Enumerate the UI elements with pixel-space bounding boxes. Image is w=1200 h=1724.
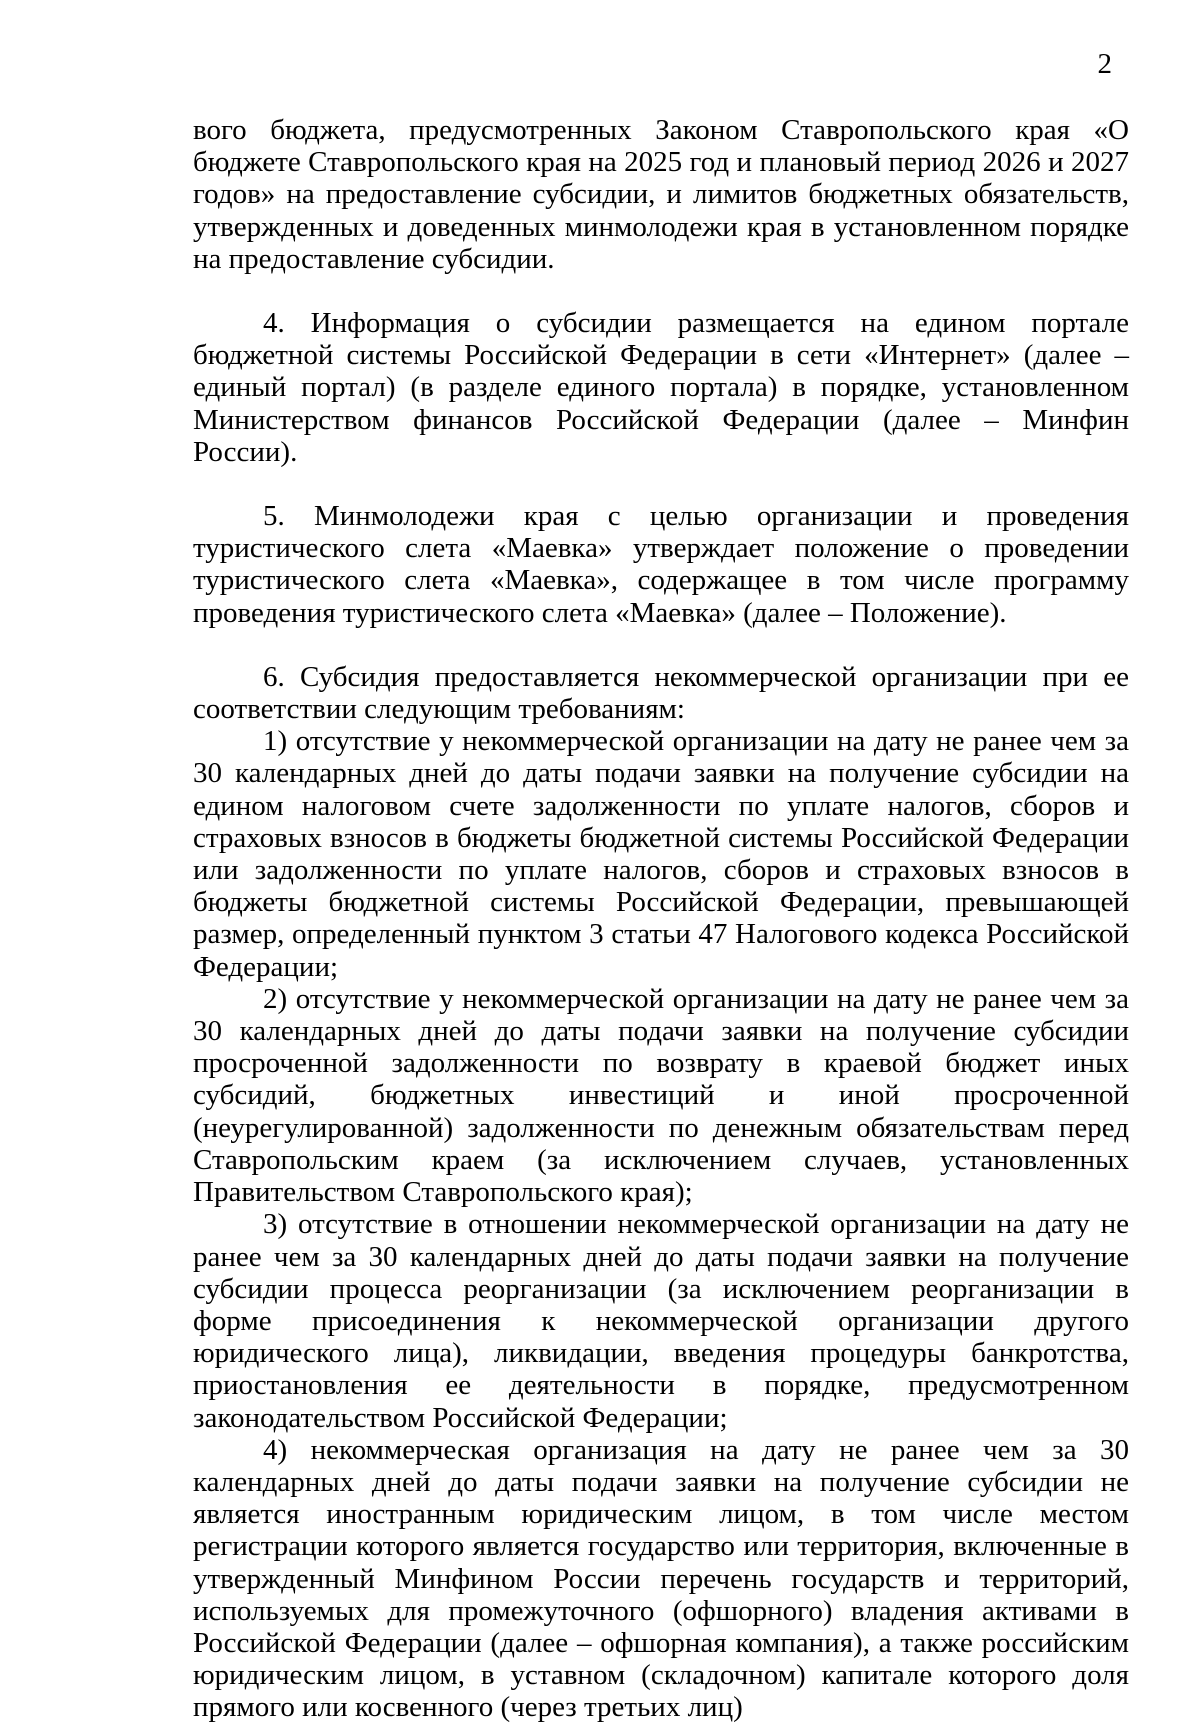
paragraph-continuation: вого бюджета, предусмотренных Законом Ставропольского края «О бюджете Ставропольского края на 2025 год и плановый период 2026 и 2027 годов» на предоставление субсидии, и лимитов бюджетных обязательств, утвержденных и доведенных минмолодежи края в установленном порядке на предоставление субсидии. [193,114,1129,275]
page-number: 2 [1097,48,1112,80]
requirement-item-3: 3) отсутствие в отношении некоммерческой организации на дату не ранее чем за 30 календарных дней до даты подачи заявки на получение субсидии процесса реорганизации (за исключением реорганизации в форме присоединения к некоммерческой организации другого юридического лица), ликвидации, введения процедуры банкротства, приостановления ее деятельности в порядке, предусмотренном законодательством Российской Федерации; [193,1208,1129,1434]
paragraph-5-regulation: 5. Минмолодежи края с целью организации и проведения туристического слета «Маевка» утверждает положение о проведении туристического слета «Маевка», содержащее в том числе программу проведения туристического слета «Маевка» (далее – Положение). [193,500,1129,629]
paragraph-6-requirements: 6. Субсидия предоставляется некоммерческой организации при ее соответствии следующим требованиям: [193,660,1129,726]
requirement-item-1: 1) отсутствие у некоммерческой организации на дату не ранее чем за 30 календарных дней до даты подачи заявки на получение субсидии на едином налоговом счете задолженности по уплате налогов, сборов и страховых взносов в бюджеты бюджетной системы Российской Федерации или задолженности по уплате налогов, сборов и страховых взносов в бюджеты бюджетной системы Российской Федерации, превышающей размер, определенный пунктом 3 статьи 47 Налогового кодекса Российской Федерации; [193,725,1129,983]
document-body [193,114,1129,1724]
requirement-item-2: 2) отсутствие у некоммерческой организации на дату не ранее чем за 30 календарных дней до даты подачи заявки на получение субсидии просроченной задолженности по возврату в краевой бюджет иных субсидий, бюджетных инвестиций и иной просроченной (неурегулированной) задолженности по денежным обязательствам перед Ставропольским краем (за исключением случаев, установленных Правительством Ставропольского края); [193,982,1129,1209]
paragraph-4-portal-info: 4. Информация о субсидии размещается на едином портале бюджетной системы Российской Федерации в сети «Интернет» (далее – единый портал) (в разделе единого портала) в порядке, установленном Министерством финансов Российской Федерации (далее – Минфин России). [193,307,1129,468]
requirement-item-4: 4) некоммерческая организация на дату не ранее чем за 30 календарных дней до даты подачи заявки на получение субсидии не является иностранным юридическим лицом, в том числе местом регистрации которого является государство или территория, включенные в утвержденный Минфином России перечень государств и территорий, используемых для промежуточного (офшорного) владения активами в Российской Федерации (далее – офшорная компания), а также российским юридическим лицом, в уставном (складочном) капитале которого доля прямого или косвенного (через третьих лиц) [193,1433,1129,1724]
